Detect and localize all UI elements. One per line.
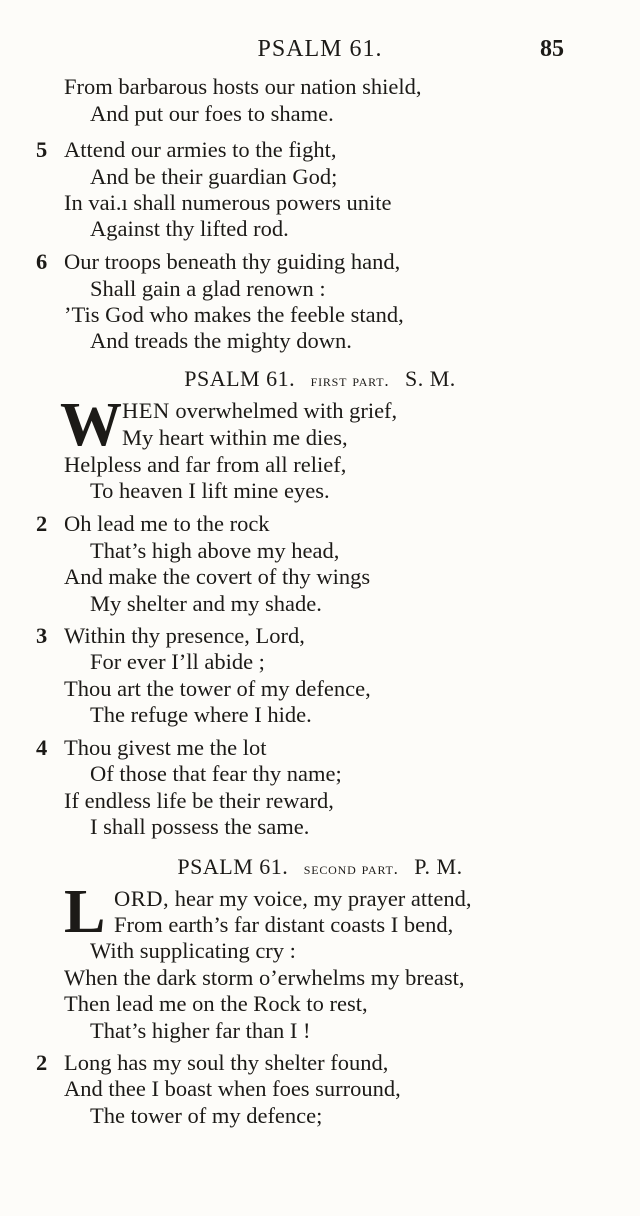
page-number: 85 (540, 36, 564, 62)
verse-line: With supplicating cry : (90, 938, 296, 963)
verse-line: Against thy lifted rod. (90, 216, 289, 241)
verse-line: Oh lead me to the rock (64, 511, 270, 536)
verse-line: Our troops beneath thy guiding hand, (64, 249, 401, 274)
stanza-number: 3 (36, 623, 48, 648)
psalm-heading (0, 366, 640, 394)
running-title: PSALM 61. (257, 36, 383, 62)
meter-label: S. M. (404, 366, 456, 391)
part-label: first part. (310, 371, 390, 390)
verse-line: From barbarous hosts our nation shield, (64, 74, 422, 99)
verse-line: From earth’s far distant coasts I bend, (114, 912, 454, 937)
verse-line: My heart within me dies, (122, 425, 348, 450)
opening-line-rest: overwhelmed with grief, (169, 398, 398, 423)
drop-cap: L (64, 878, 106, 946)
part-label: second part. (303, 859, 399, 878)
verse-line: And put our foes to shame. (90, 101, 334, 126)
verse-line: In vai.ı shall numerous powers unite (64, 190, 392, 215)
verse-line: Long has my soul thy shelter found, (64, 1050, 389, 1075)
verse-line (114, 886, 472, 912)
verse-line (122, 398, 397, 424)
psalm-title: PSALM 61. (177, 854, 289, 879)
page-header (0, 36, 640, 66)
verse-line: I shall possess the same. (90, 814, 310, 839)
stanza-number: 4 (36, 735, 48, 760)
verse-line: Attend our armies to the fight, (64, 137, 337, 162)
verse-line: That’s high above my head, (90, 538, 340, 563)
verse-line: Helpless and far from all relief, (64, 452, 347, 477)
verse-line: And treads the mighty down. (90, 328, 352, 353)
verse-line: That’s higher far than I ! (90, 1018, 311, 1043)
stanza-number: 2 (36, 1050, 48, 1075)
verse-line: Thou art the tower of my defence, (64, 676, 371, 701)
verse-line: The tower of my defence; (90, 1103, 323, 1128)
verse-line: And thee I boast when foes surround, (64, 1076, 401, 1101)
psalm-title: PSALM 61. (184, 366, 296, 391)
opening-word: HEN (122, 398, 170, 423)
verse-line: And make the covert of thy wings (64, 564, 371, 589)
drop-cap: W (60, 391, 122, 459)
verse-line: For ever I’ll abide ; (90, 649, 265, 674)
meter-label: P. M. (414, 854, 463, 879)
verse-line: To heaven I lift mine eyes. (90, 478, 330, 503)
verse-line: If endless life be their reward, (64, 788, 334, 813)
verse-line: My shelter and my shade. (90, 591, 322, 616)
verse-line: Of those that fear thy name; (90, 761, 342, 786)
verse-line: Then lead me on the Rock to rest, (64, 991, 368, 1016)
stanza-number: 2 (36, 511, 48, 536)
stanza-number: 5 (36, 137, 48, 162)
verse-line: Within thy presence, Lord, (64, 623, 305, 648)
verse-line: When the dark storm o’erwhelms my breast, (64, 965, 465, 990)
stanza-number: 6 (36, 249, 48, 274)
verse-line: And be their guardian God; (90, 164, 338, 189)
verse-line: Thou givest me the lot (64, 735, 267, 760)
opening-word: ORD, (114, 886, 170, 911)
verse-line: Shall gain a glad renown : (90, 276, 326, 301)
verse-line: The refuge where I hide. (90, 702, 312, 727)
opening-line-rest: hear my voice, my prayer attend, (169, 886, 472, 911)
verse-line: ’Tis God who makes the feeble stand, (64, 302, 404, 327)
